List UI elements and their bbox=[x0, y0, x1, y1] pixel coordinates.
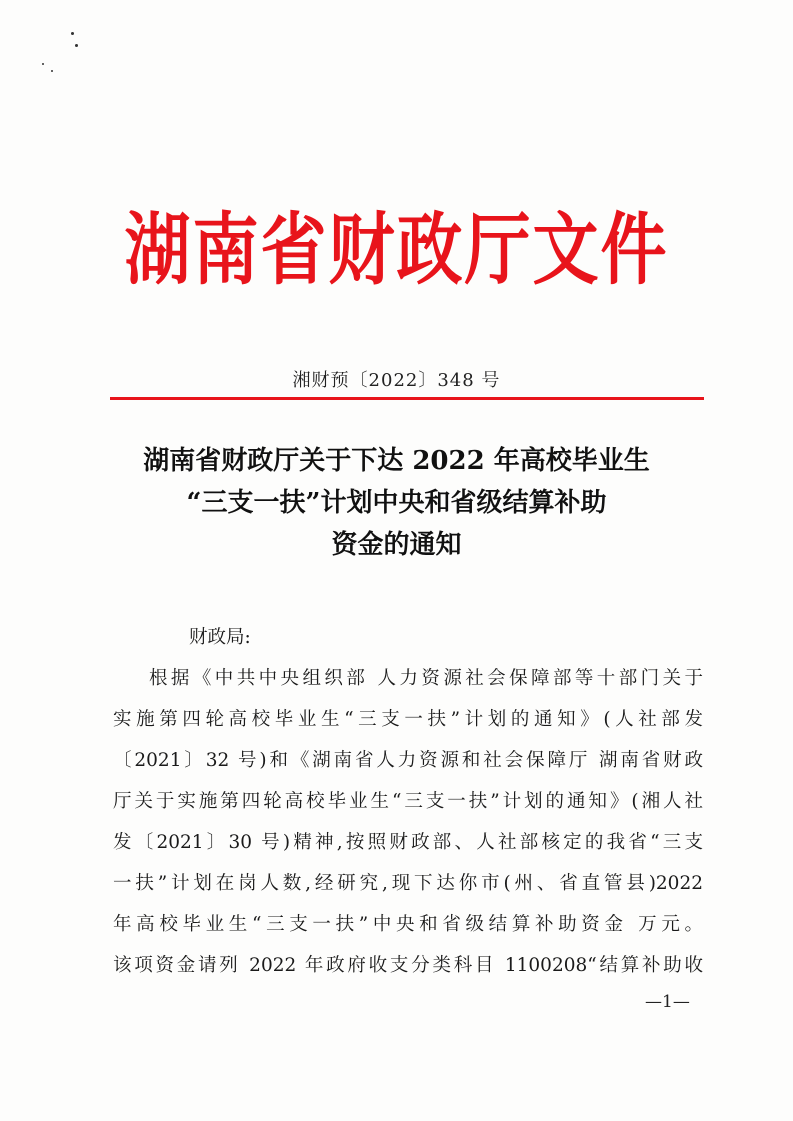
body-line: 年高校毕业生“三支一扶”中央和省级结算补助资金 万元。 bbox=[113, 914, 703, 935]
body-line: 〔2021〕32 号)和《湖南省人力资源和社会保障厅 湖南省财政 bbox=[113, 750, 703, 771]
body-line: 一扶”计划在岗人数,经研究,现下达你市(州、省直管县)2022 bbox=[113, 873, 703, 894]
scan-speck bbox=[42, 63, 44, 65]
notice-title-line: “三支一扶”计划中央和省级结算补助 bbox=[186, 488, 607, 518]
notice-title bbox=[60, 440, 733, 566]
body-line: 根据《中共中央组织部 人力资源社会保障部等十部门关于 bbox=[149, 668, 703, 689]
notice-body bbox=[113, 617, 703, 986]
issuer-header-title: 湖南省财政厅文件 bbox=[124, 204, 669, 296]
body-line: 实施第四轮高校毕业生“三支一扶”计划的通知》(人社部发 bbox=[113, 709, 703, 730]
page-number: —1— bbox=[645, 992, 690, 1012]
notice-title-line: 资金的通知 bbox=[331, 530, 462, 560]
body-line: 该项资金请列 2022 年政府收支分类科目 1100208“结算补助收 bbox=[113, 955, 703, 976]
notice-title-line: 湖南省财政厅关于下达 2022 年高校毕业生 bbox=[143, 446, 650, 476]
scan-speck bbox=[51, 70, 53, 72]
red-divider-line bbox=[110, 397, 704, 400]
salutation: 财政局: bbox=[189, 627, 251, 648]
body-line: 发〔2021〕30 号)精神,按照财政部、人社部核定的我省“三支 bbox=[113, 832, 703, 853]
scan-speck bbox=[71, 32, 74, 35]
body-line: 厅关于实施第四轮高校毕业生“三支一扶”计划的通知》(湘人社 bbox=[113, 791, 703, 812]
scan-speck bbox=[75, 44, 78, 47]
document-number: 湘财预〔2022〕348 号 bbox=[292, 370, 501, 391]
